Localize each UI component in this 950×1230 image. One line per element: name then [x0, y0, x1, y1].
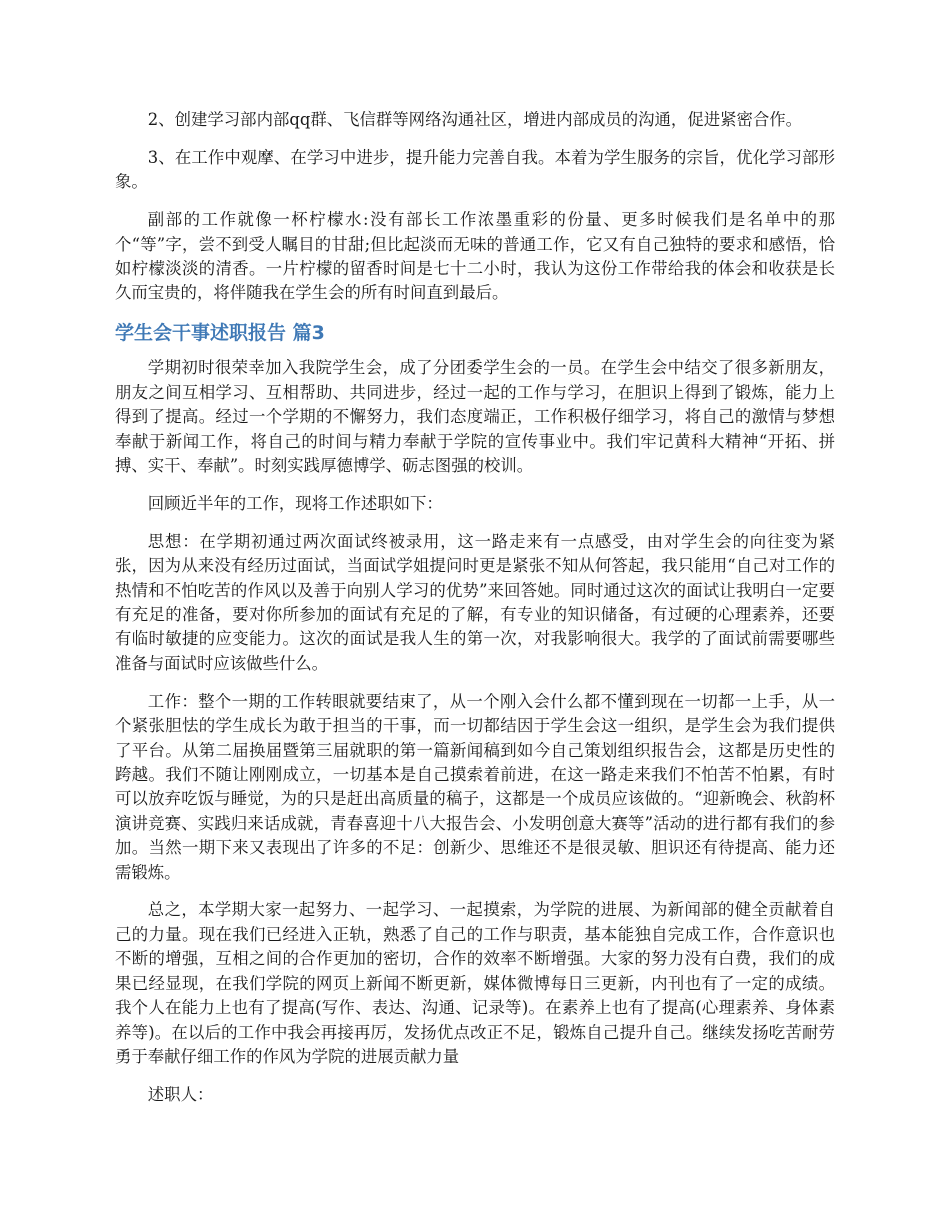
section-heading: 学生会干事述职报告 篇3 — [115, 322, 325, 345]
document-page — [115, 108, 835, 1121]
paragraph: 3、在工作中观摩、在学习中进步，提升能力完善自我。本着为学生服务的宗旨，优化学习部形象。 — [115, 147, 835, 192]
paragraph: 总之，本学期大家一起努力、一起学习、一起摸索，为学院的进展、为新闻部的健全贡献着自己的力量。现在我们已经进入正轨，熟悉了自己的工作与职责，基本能独自完成工作，合作意识也不断的增强，互相之间的合作更加的密切，合作的效率不断增强。大家的努力没有白费，我们的成果已经显现，在我们学院的网页上新闻不断更新，媒体微博每日三更新，内刊也有了一定的成绩。我个人在能力上也有了提高(写作、表达、沟通、记录等)。在素养上也有了提高(心理素养、身体素养等)。在以后的工作中我会再接再厉，发扬优点改正不足，锻炼自己提升自己。继续发扬吃苦耐劳勇于奉献仔细工作的作风为学院的进展贡献力量 — [115, 900, 835, 1066]
paragraph: 副部的工作就像一杯柠檬水:没有部长工作浓墨重彩的份量、更多时候我们是名单中的那个“等”字，尝不到受人瞩目的甘甜;但比起淡而无味的普通工作，它又有自己独特的要求和感悟，恰如柠檬淡淡的清香。一片柠檬的留香时间是七十二小时，我认为这份工作带给我的体会和收获是长久而宝贵的，将伴随我在学生会的所有时间直到最后。 — [115, 210, 835, 303]
paragraph: 工作：整个一期的工作转眼就要结束了，从一个刚入会什么都不懂到现在一切都一上手，从一个紧张胆怯的学生成长为敢于担当的干事，而一切都结因于学生会这一组织，是学生会为我们提供了平台。从第二届换届暨第三届就职的第一篇新闻稿到如今自己策划组织报告会，这都是历史性的跨越。我们不随让刚刚成立，一切基本是自己摸索着前进，在这一路走来我们不怕苦不怕累，有时可以放弃吃饭与睡觉，为的只是赶出高质量的稿子，这都是一个成员应该做的。“迎新晚会、秋韵杯演讲竞赛、实践归来话成就，青春喜迎十八大报告会、小发明创意大赛等”活动的进行都有我们的参加。当然一期下来又表现出了许多的不足：创新少、思维还不是很灵敏、胆识还有待提高、能力还需锻炼。 — [115, 691, 835, 882]
paragraph: 思想：在学期初通过两次面试终被录用，这一路走来有一点感受，由对学生会的向往变为紧张，因为从来没有经历过面试，当面试学姐提问时更是紧张不知从何答起，我只能用“自己对工作的热情和不怕吃苦的作风以及善于向别人学习的优势”来回答她。同时通过这次的面试让我明白一定要有充足的准备，要对你所参加的面试有充足的了解，有专业的知识储备，有过硬的心理素养，还要有临时敏捷的应变能力。这次的面试是我人生的第一次，对我影响很大。我学的了面试前需要哪些准备与面试时应该做些什么。 — [115, 531, 835, 673]
signature-line: 述职人： — [147, 1084, 214, 1104]
paragraph: 回顾近半年的工作，现将工作述职如下： — [147, 493, 443, 513]
paragraph: 学期初时很荣幸加入我院学生会，成了分团委学生会的一员。在学生会中结交了很多新朋友，朋友之间互相学习、互相帮助、共同进步，经过一起的工作与学习，在胆识上得到了锻炼，能力上得到了提高。经过一个学期的不懈努力，我们态度端正，工作积极仔细学习，将自己的激情与梦想奉献于新闻工作，将自己的时间与精力奉献于学院的宣传事业中。我们牢记黄科大精神“开拓、拼搏、实干、奉献”。时刻实践厚德博学、砺志图强的校训。 — [115, 358, 835, 475]
paragraph: 2、创建学习部内部qq群、飞信群等网络沟通社区，增进内部成员的沟通，促进紧密合作。 — [147, 110, 803, 129]
